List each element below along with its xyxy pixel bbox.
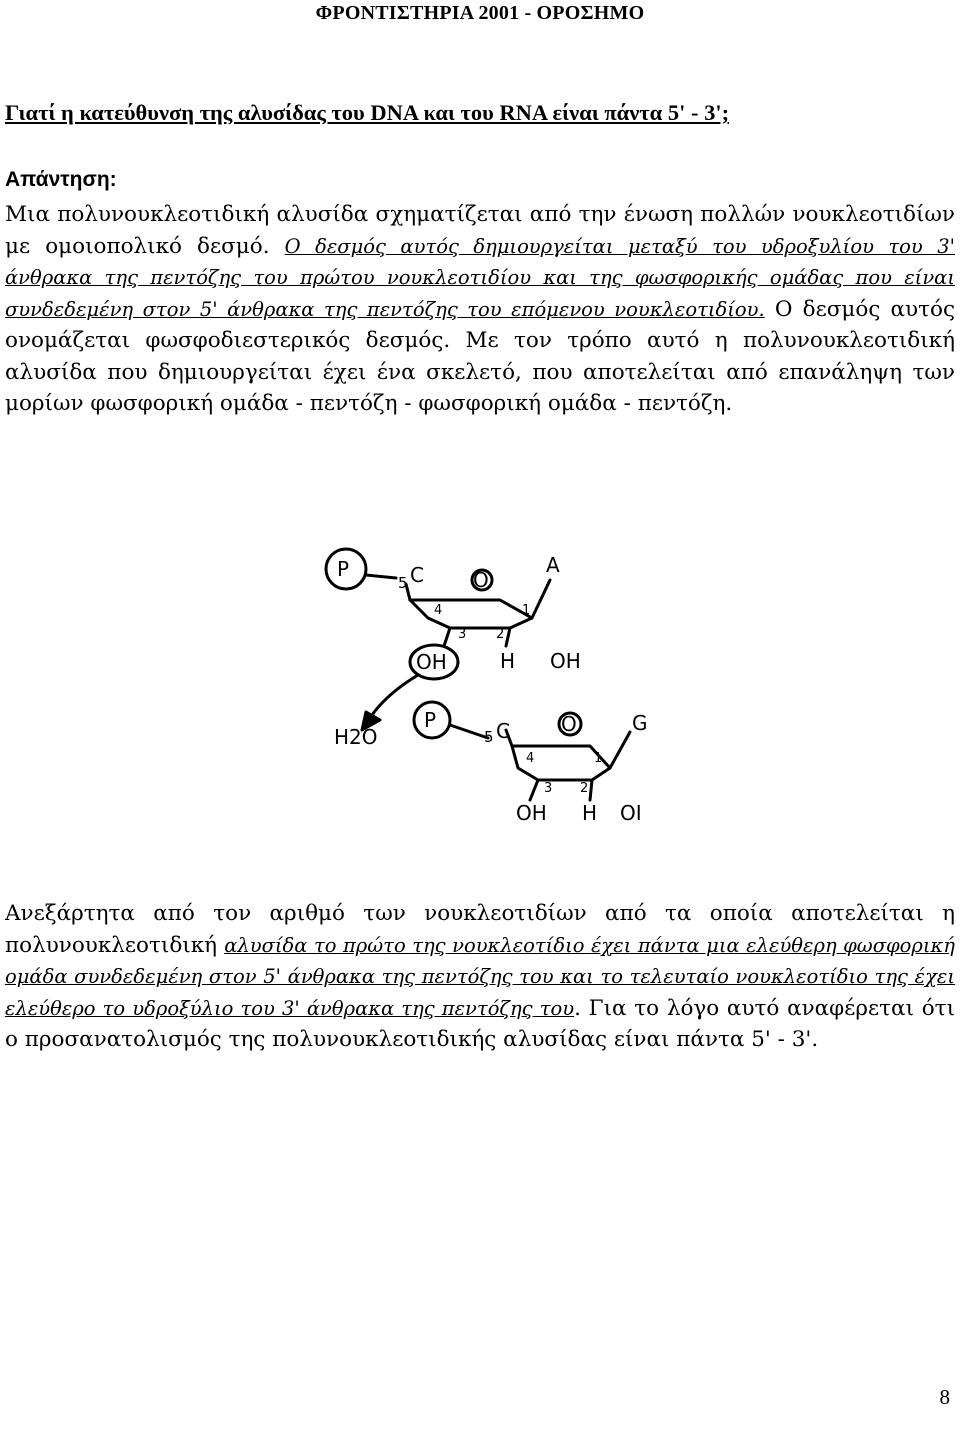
- page-number: 8: [939, 1385, 950, 1409]
- hydrogen-label-bottom: H: [582, 801, 598, 825]
- phosphate-label-top: P: [337, 557, 350, 581]
- ring-oxygen-top: O: [473, 568, 489, 592]
- paragraph-1-emphasis: Ο δεσμός αυτός δημιουργείται μεταξύ του υδροξυλίου του 3' άνθρακα της πεντόζης του πρώτου νουκλεοτιδίου και της φωσφορικής ομάδας που είναι συνδεδεμένη στον 5' άνθρακα της πεντόζης του επόμενου νουκλεοτιδίου.: [5, 234, 955, 321]
- bond-arrow: [370, 675, 418, 718]
- paragraph-2-emphasis: αλυσίδα το πρώτο της νουκλεοτίδιο έχει πάντα μια ελεύθερη φωσφορική ομάδα συνδεδεμένη στον 5' άνθρακα της πεντόζης του και το τελευταίο νουκλεοτίδιο της έχει ελεύθερο το υδροξύλιο του 3' άνθρακα της πεντόζης του: [5, 933, 955, 1020]
- paragraph-1-intro: Μια πολυνουκλεοτιδική αλυσίδα σχηματίζεται από την ένωση πολλών νουκλεοτιδίων με ομοιοπολικό δεσμό.: [5, 202, 955, 259]
- oi-label-bottom: OI: [620, 801, 642, 825]
- carbon5-label-bottom: 5: [484, 728, 494, 746]
- carbon5-label-top: 5: [398, 574, 408, 592]
- paragraph-2-rest: . Για το λόγο αυτό αναφέρεται ότι ο προσανατολισμός της πολυνουκλεοτιδικής αλυσίδας είναι πάντα 5' - 3'.: [5, 995, 955, 1052]
- paragraph-2-intro: Ανεξάρτητα από τον αριθμό των νουκλεοτιδίων από τα οποία αποτελείται η πολυνουκλεοτιδική: [5, 901, 955, 958]
- page-header: ΦΡΟΝΤΙΣΤΗΡΙΑ 2001 - ΟΡΟΣΗΜΟ: [315, 2, 645, 24]
- c3-label-bottom: 3: [544, 781, 553, 796]
- answer-paragraph-1: [5, 199, 955, 420]
- c3-label-top: 3: [458, 627, 467, 642]
- hydrogen-label-top: H: [500, 649, 516, 673]
- pentose-ring-top: [410, 600, 532, 628]
- paragraph-1-rest: Ο δεσμός αυτός ονομάζεται φωσφοδιεστερικός δεσμός. Με τον τρόπο αυτό η πολυνουκλεοτιδική αλυσίδα που δημιουργείται έχει ένα σκελετό, που αποτελείται από επανάληψη των μορίων φωσφορική ομάδα - πεντόζη - φωσφορική ομάδα - πεντόζη.: [5, 296, 955, 416]
- answer-label: Απάντηση:: [5, 168, 117, 191]
- phosphodiester-bond-diagram: [300, 540, 680, 870]
- oh-label-top: OH: [550, 649, 581, 673]
- carbon-label-bottom: C: [496, 719, 510, 743]
- base-label-top: A: [546, 553, 560, 577]
- c4-label-top: 4: [434, 603, 443, 618]
- oh-label-bottom: OH: [516, 801, 547, 825]
- ring-oxygen-bottom: O: [561, 712, 577, 736]
- c1-label-bottom: 1: [594, 751, 603, 766]
- hydroxyl-label: OH: [416, 650, 447, 674]
- water-label: H2O: [334, 725, 378, 749]
- carbon-label-top: C: [410, 563, 424, 587]
- phosphate-label-bottom: P: [424, 708, 437, 732]
- c4-label-bottom: 4: [526, 751, 535, 766]
- answer-paragraph-2: [5, 898, 955, 1056]
- question-heading: Γιατί η κατεύθυνση της αλυσίδας του DNA και του RNA είναι πάντα 5' - 3';: [5, 100, 730, 125]
- c2-label-top: 2: [496, 627, 505, 642]
- base-label-bottom: G: [632, 711, 648, 735]
- c2-label-bottom: 2: [580, 781, 589, 796]
- c1-label-top: 1: [522, 603, 531, 618]
